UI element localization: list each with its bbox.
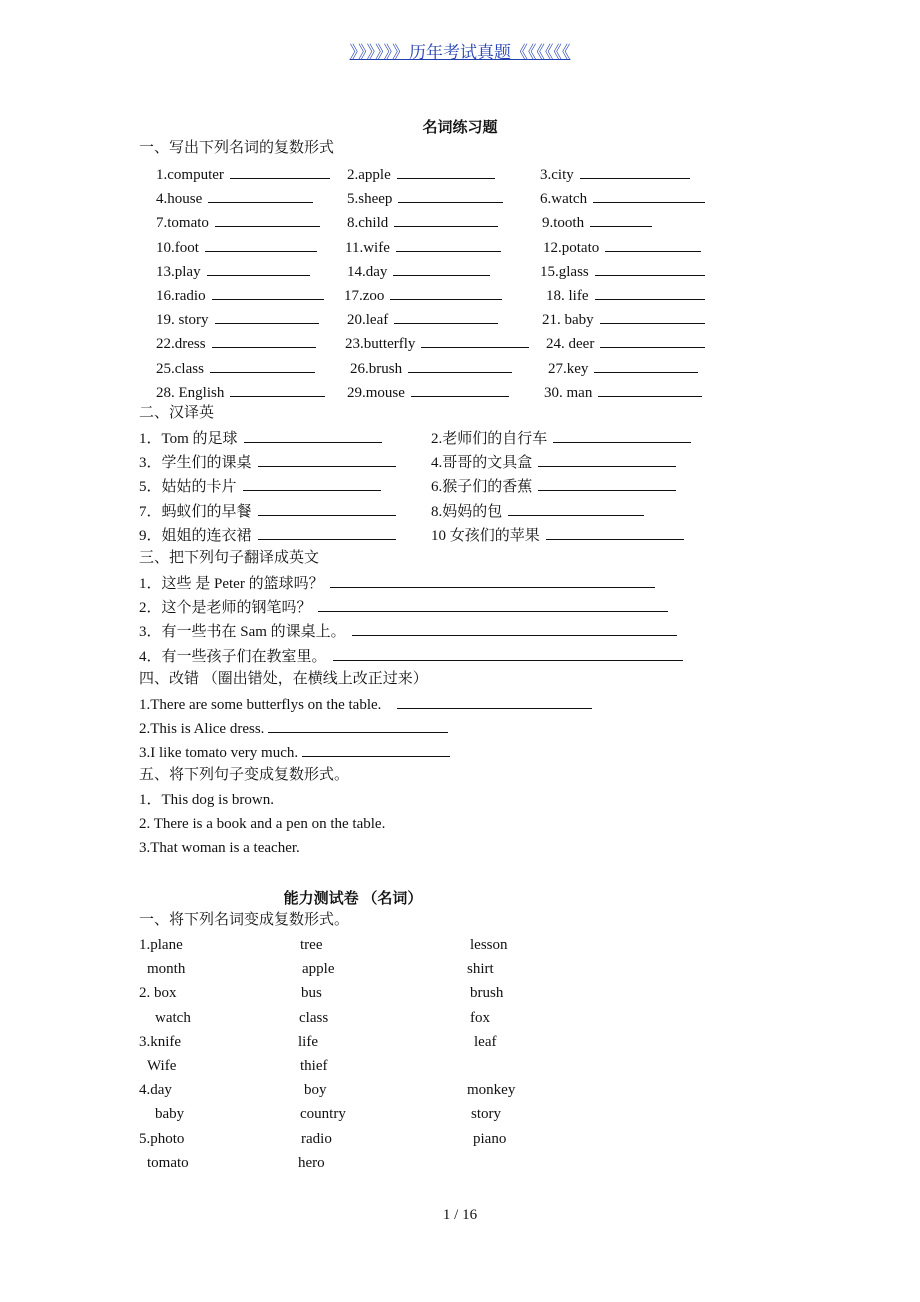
correction-item-label: 3.I like tomato very much. [139, 745, 299, 762]
noun-word-label: tree [300, 937, 323, 953]
section5-heading: 五、将下列句子变成复数形式。 [139, 767, 350, 783]
plural-sentence-item-label: 2. There is a book and a pen on the table. [139, 816, 386, 833]
noun-item-label: 16.radio [156, 288, 206, 304]
answer-blank[interactable] [210, 358, 315, 373]
noun-item-label: 19. story [156, 312, 209, 329]
noun-word-label: 4.day [139, 1082, 172, 1099]
noun-item [156, 261, 310, 281]
noun-word [302, 960, 334, 978]
noun-word-label: month [147, 961, 186, 978]
noun-item [540, 261, 705, 281]
sentence-item [139, 621, 677, 641]
noun-word-label: story [471, 1106, 501, 1123]
answer-blank[interactable] [600, 309, 705, 324]
noun-word-label: 1.plane [139, 937, 183, 953]
noun-item [350, 358, 512, 378]
answer-blank[interactable] [508, 501, 644, 516]
noun-word-label: baby [155, 1106, 185, 1123]
answer-blank[interactable] [397, 164, 495, 179]
answer-blank[interactable] [215, 212, 320, 227]
translation-item [431, 428, 691, 448]
answer-blank[interactable] [318, 597, 668, 612]
section4-heading: 四、改错 （圈出错处，在横线上改正过来） [139, 671, 428, 687]
answer-blank[interactable] [244, 428, 382, 443]
answer-blank[interactable] [397, 694, 592, 709]
noun-word-label: 2. box [139, 985, 177, 1002]
noun-item-label: 6.watch [540, 191, 588, 208]
noun-word [139, 1033, 181, 1051]
translation-item [139, 452, 396, 472]
noun-item [156, 382, 325, 402]
noun-word-label: Wife [147, 1058, 177, 1074]
translation-item [139, 476, 381, 496]
noun-item [156, 358, 315, 378]
answer-blank[interactable] [538, 452, 676, 467]
noun-word-label: tomato [147, 1154, 189, 1171]
noun-word-label: shirt [467, 961, 494, 978]
answer-blank[interactable] [580, 164, 690, 179]
answer-blank[interactable] [352, 621, 677, 636]
answer-blank[interactable] [268, 718, 448, 733]
answer-blank[interactable] [396, 237, 501, 252]
sentence-item-label: 3．有一些书在 Sam 的课桌上。 [139, 624, 346, 641]
answer-blank[interactable] [593, 188, 705, 203]
noun-word [467, 1081, 515, 1099]
noun-item [156, 212, 320, 232]
noun-item [347, 212, 498, 232]
answer-blank[interactable] [215, 309, 319, 324]
noun-item-label: 7.tomato [156, 215, 209, 232]
noun-item [347, 188, 503, 208]
noun-item [156, 333, 316, 353]
answer-blank[interactable] [394, 212, 498, 227]
noun-item-label: 10.foot [156, 239, 199, 256]
answer-blank[interactable] [590, 212, 652, 227]
answer-blank[interactable] [553, 428, 691, 443]
noun-word-label: bus [301, 985, 322, 1002]
noun-item [344, 285, 502, 305]
noun-item-label: 17.zoo [344, 288, 385, 304]
noun-word [139, 1081, 172, 1099]
answer-blank[interactable] [393, 261, 490, 276]
page-header-link[interactable]: 》》》》》》历年考试真题《《《《《《 [349, 43, 571, 62]
noun-item [542, 212, 652, 232]
page-number: 1 / 16 [442, 1207, 478, 1223]
noun-word [139, 936, 183, 954]
noun-word [299, 1009, 328, 1027]
noun-word-label: thief [300, 1058, 328, 1074]
plural-sentence-item [139, 839, 300, 857]
translation-item-label: 3．学生们的课桌 [139, 455, 252, 472]
noun-item [156, 188, 313, 208]
noun-item-label: 1.computer [156, 167, 224, 183]
noun-word [300, 936, 322, 954]
answer-blank[interactable] [598, 382, 702, 397]
translation-item-label: 9．姐姐的连衣裙 [139, 527, 252, 544]
noun-word [300, 1105, 346, 1123]
noun-word-label: piano [473, 1130, 507, 1147]
noun-item-label: 14.day [347, 263, 388, 280]
answer-blank[interactable] [212, 333, 316, 348]
noun-item-label: 30. man [544, 384, 593, 401]
noun-word-label: leaf [474, 1033, 497, 1050]
translation-item-label: 4.哥哥的文具盒 [431, 455, 533, 472]
noun-word-label: monkey [467, 1082, 516, 1099]
sentence-item-label: 1．这些 是 Peter 的篮球吗？ [139, 576, 324, 592]
noun-word [473, 1130, 506, 1148]
translation-item-label: 2.老师们的自行车 [431, 431, 548, 447]
translation-item-label: 5．姑姑的卡片 [139, 479, 237, 496]
answer-blank[interactable] [330, 573, 655, 588]
noun-word [470, 936, 508, 954]
noun-item [544, 382, 702, 402]
noun-item-label: 22.dress [156, 336, 206, 353]
noun-item [156, 309, 319, 329]
answer-blank[interactable] [605, 237, 701, 252]
correction-item [139, 742, 450, 762]
translation-item [139, 525, 396, 545]
correction-item-label: 1.There are some butterflys on the table. [139, 697, 382, 713]
noun-word [155, 1105, 184, 1123]
translation-item [139, 428, 382, 448]
answer-blank[interactable] [205, 237, 317, 252]
section1-heading: 一、写出下列名词的复数形式 [139, 140, 335, 156]
answer-blank[interactable] [258, 501, 396, 516]
noun-word [467, 960, 494, 978]
sentence-item [139, 646, 683, 666]
sentence-item [139, 597, 668, 617]
answer-blank[interactable] [600, 333, 705, 348]
noun-item [540, 188, 705, 208]
plural-sentence-item [139, 791, 274, 809]
noun-word [470, 1009, 490, 1027]
answer-blank[interactable] [595, 261, 705, 276]
answer-blank[interactable] [390, 285, 502, 300]
answer-blank[interactable] [595, 285, 705, 300]
answer-blank[interactable] [243, 476, 381, 491]
noun-word [147, 960, 185, 978]
test-title: 能力测试卷 （名词） [283, 891, 423, 907]
noun-word [304, 1081, 327, 1099]
noun-word-label: boy [304, 1082, 327, 1099]
plural-sentence-item [139, 815, 385, 833]
noun-item [347, 309, 498, 329]
noun-item-label: 3.city [540, 167, 574, 183]
noun-item-label: 2.apple [347, 167, 391, 183]
noun-word [298, 1033, 318, 1051]
answer-blank[interactable] [230, 164, 330, 179]
noun-item-label: 18. life [546, 288, 589, 304]
answer-blank[interactable] [333, 646, 683, 661]
noun-word-label: life [298, 1033, 318, 1050]
plural-sentence-item-label: 1．This dog is brown. [139, 792, 275, 808]
noun-word-label: fox [470, 1009, 490, 1026]
translation-item-label: 7．蚂蚁们的早餐 [139, 503, 252, 520]
noun-item-label: 26.brush [350, 360, 403, 377]
answer-blank[interactable] [421, 333, 529, 348]
noun-item [347, 164, 495, 184]
answer-blank[interactable] [411, 382, 509, 397]
noun-word [301, 1130, 332, 1148]
translation-item [431, 476, 676, 496]
noun-item [345, 333, 529, 353]
translation-item [139, 501, 396, 521]
answer-blank[interactable] [207, 261, 310, 276]
noun-item [156, 164, 330, 184]
noun-item-label: 20.leaf [347, 312, 389, 329]
sentence-item [139, 573, 655, 593]
noun-item-label: 12.potato [543, 239, 600, 256]
noun-word [155, 1009, 191, 1027]
noun-word-label: watch [155, 1009, 191, 1026]
noun-item-label: 29.mouse [347, 384, 405, 401]
answer-blank[interactable] [258, 452, 396, 467]
noun-word-label: apple [302, 961, 335, 978]
answer-blank[interactable] [398, 188, 503, 203]
translation-item-label: 10 女孩们的苹果 [431, 527, 540, 544]
plural-sentence-item-label: 3.That woman is a teacher. [139, 840, 300, 857]
noun-word-label: 5.photo [139, 1130, 185, 1147]
correction-item-label: 2.This is Alice dress. [139, 721, 265, 738]
translation-item-label: 8.妈妈的包 [431, 503, 503, 520]
answer-blank[interactable] [258, 525, 396, 540]
sentence-item-label: 2．这个是老师的钢笔吗？ [139, 600, 312, 617]
noun-item [546, 285, 705, 305]
noun-word [147, 1057, 176, 1075]
section2-heading: 二、汉译英 [139, 405, 215, 421]
noun-item [543, 237, 701, 257]
noun-word [470, 984, 503, 1002]
noun-item [345, 237, 501, 257]
noun-word-label: lesson [470, 937, 508, 953]
noun-item-label: 9.tooth [542, 215, 585, 232]
worksheet-title: 名词练习题 [422, 120, 498, 136]
answer-blank[interactable] [208, 188, 313, 203]
noun-item-label: 13.play [156, 263, 201, 280]
noun-item-label: 15.glass [540, 263, 589, 280]
noun-item [546, 333, 705, 353]
answer-blank[interactable] [212, 285, 324, 300]
noun-word [300, 1057, 328, 1075]
noun-item-label: 5.sheep [347, 191, 393, 208]
noun-item-label: 4.house [156, 191, 203, 208]
section6-heading: 一、将下列名词变成复数形式。 [139, 912, 350, 928]
answer-blank[interactable] [546, 525, 684, 540]
noun-item-label: 23.butterfly [345, 336, 416, 353]
noun-word [298, 1154, 325, 1172]
translation-item-label: 1．Tom 的足球 [139, 431, 238, 447]
noun-word-label: country [300, 1106, 346, 1123]
noun-item [542, 309, 705, 329]
noun-word [147, 1154, 189, 1172]
noun-item-label: 11.wife [345, 239, 390, 256]
noun-item [156, 285, 324, 305]
noun-item [347, 261, 490, 281]
answer-blank[interactable] [594, 358, 698, 373]
noun-item [347, 382, 509, 402]
noun-item [548, 358, 698, 378]
section3-heading: 三、把下列句子翻译成英文 [139, 550, 320, 566]
noun-word [471, 1105, 501, 1123]
answer-blank[interactable] [302, 742, 450, 757]
noun-word [301, 984, 322, 1002]
correction-item [139, 694, 592, 714]
correction-item [139, 718, 448, 738]
noun-word [474, 1033, 496, 1051]
translation-item [431, 525, 684, 545]
noun-word [139, 1130, 184, 1148]
noun-word-label: brush [470, 985, 504, 1002]
noun-word-label: class [299, 1009, 329, 1026]
noun-word-label: radio [301, 1130, 332, 1147]
sentence-item-label: 4．有一些孩子们在教室里。 [139, 648, 327, 665]
noun-word [139, 984, 177, 1002]
noun-item-label: 24. deer [546, 336, 595, 353]
answer-blank[interactable] [230, 382, 325, 397]
translation-item-label: 6.猴子们的香蕉 [431, 479, 533, 496]
translation-item [431, 452, 676, 472]
noun-item [156, 237, 317, 257]
noun-item-label: 27.key [548, 360, 589, 377]
answer-blank[interactable] [408, 358, 512, 373]
noun-item [540, 164, 690, 184]
answer-blank[interactable] [394, 309, 498, 324]
noun-item-label: 21. baby [542, 312, 594, 329]
noun-item-label: 25.class [156, 360, 204, 377]
noun-item-label: 28. English [156, 384, 225, 401]
noun-word-label: hero [298, 1154, 325, 1171]
noun-item-label: 8.child [347, 215, 389, 232]
translation-item [431, 501, 644, 521]
answer-blank[interactable] [538, 476, 676, 491]
noun-word-label: 3.knife [139, 1033, 182, 1050]
